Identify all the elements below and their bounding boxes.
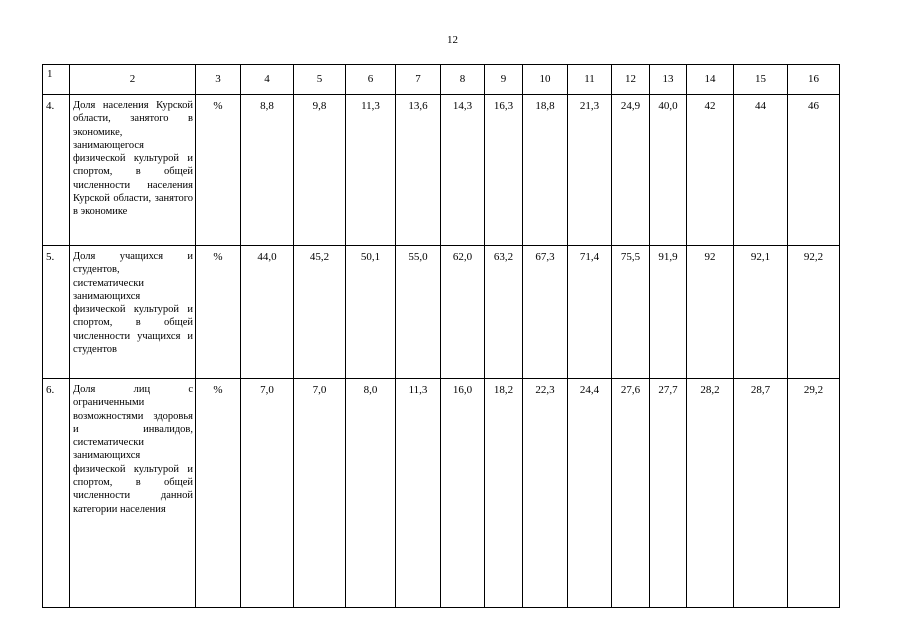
value-cell: 42 bbox=[687, 95, 734, 246]
value-cell: 67,3 bbox=[523, 246, 568, 379]
value-cell: 24,4 bbox=[568, 379, 612, 608]
table-header-row bbox=[43, 65, 840, 95]
value-cell: 24,9 bbox=[612, 95, 650, 246]
value-cell: 9,8 bbox=[294, 95, 346, 246]
value-cell: 16,3 bbox=[485, 95, 523, 246]
value-cell: 44,0 bbox=[241, 246, 294, 379]
value-cell: 21,3 bbox=[568, 95, 612, 246]
table-row bbox=[43, 246, 840, 379]
value-cell: 11,3 bbox=[346, 95, 396, 246]
value-cell: 11,3 bbox=[396, 379, 441, 608]
value-cell: 71,4 bbox=[568, 246, 612, 379]
header-cell: 12 bbox=[612, 65, 650, 95]
value-cell: 8,0 bbox=[346, 379, 396, 608]
value-cell: 13,6 bbox=[396, 95, 441, 246]
header-cell: 5 bbox=[294, 65, 346, 95]
value-cell: 92,2 bbox=[788, 246, 840, 379]
value-cell: 40,0 bbox=[650, 95, 687, 246]
value-cell: 75,5 bbox=[612, 246, 650, 379]
value-cell: 55,0 bbox=[396, 246, 441, 379]
table-row bbox=[43, 95, 840, 246]
value-cell: 27,6 bbox=[612, 379, 650, 608]
header-cell: 11 bbox=[568, 65, 612, 95]
value-cell: 18,2 bbox=[485, 379, 523, 608]
value-cell: 18,8 bbox=[523, 95, 568, 246]
value-cell: 28,2 bbox=[687, 379, 734, 608]
value-cell: 63,2 bbox=[485, 246, 523, 379]
value-cell: 45,2 bbox=[294, 246, 346, 379]
indicator-description: Доля населения Курской области, занятого в экономике, занимающегося физической культурой и спортом, в общей численности населения Курской области, занятого в экономике bbox=[70, 95, 196, 246]
value-cell: 27,7 bbox=[650, 379, 687, 608]
header-cell: 8 bbox=[441, 65, 485, 95]
header-cell: 1 bbox=[43, 65, 70, 95]
value-cell: 92 bbox=[687, 246, 734, 379]
header-cell: 7 bbox=[396, 65, 441, 95]
value-cell: 50,1 bbox=[346, 246, 396, 379]
row-number: 5. bbox=[43, 246, 70, 379]
value-cell: 8,8 bbox=[241, 95, 294, 246]
value-cell: 14,3 bbox=[441, 95, 485, 246]
indicators-table bbox=[42, 64, 840, 608]
value-cell: 22,3 bbox=[523, 379, 568, 608]
value-cell: 91,9 bbox=[650, 246, 687, 379]
header-cell: 16 bbox=[788, 65, 840, 95]
header-cell: 10 bbox=[523, 65, 568, 95]
row-number: 4. bbox=[43, 95, 70, 246]
row-number: 6. bbox=[43, 379, 70, 608]
unit-cell: % bbox=[196, 95, 241, 246]
header-cell: 3 bbox=[196, 65, 241, 95]
value-cell: 62,0 bbox=[441, 246, 485, 379]
value-cell: 28,7 bbox=[734, 379, 788, 608]
table-row bbox=[43, 379, 840, 608]
indicator-description: Доля учащихся и студентов, систематически занимающихся физической культурой и спортом, в общей численности учащихся и студентов bbox=[70, 246, 196, 379]
value-cell: 44 bbox=[734, 95, 788, 246]
value-cell: 29,2 bbox=[788, 379, 840, 608]
unit-cell: % bbox=[196, 246, 241, 379]
value-cell: 46 bbox=[788, 95, 840, 246]
unit-cell: % bbox=[196, 379, 241, 608]
header-cell: 9 bbox=[485, 65, 523, 95]
value-cell: 7,0 bbox=[294, 379, 346, 608]
indicator-description: Доля лиц с ограниченными возможностями здоровья и инвалидов, систематически занимающихся физической культурой и спортом, в общей численности данной категории населения bbox=[70, 379, 196, 608]
header-cell: 14 bbox=[687, 65, 734, 95]
header-cell: 15 bbox=[734, 65, 788, 95]
header-cell: 6 bbox=[346, 65, 396, 95]
header-cell: 2 bbox=[70, 65, 196, 95]
value-cell: 16,0 bbox=[441, 379, 485, 608]
value-cell: 7,0 bbox=[241, 379, 294, 608]
value-cell: 92,1 bbox=[734, 246, 788, 379]
header-cell: 13 bbox=[650, 65, 687, 95]
header-cell: 4 bbox=[241, 65, 294, 95]
page-number: 12 bbox=[447, 34, 458, 46]
